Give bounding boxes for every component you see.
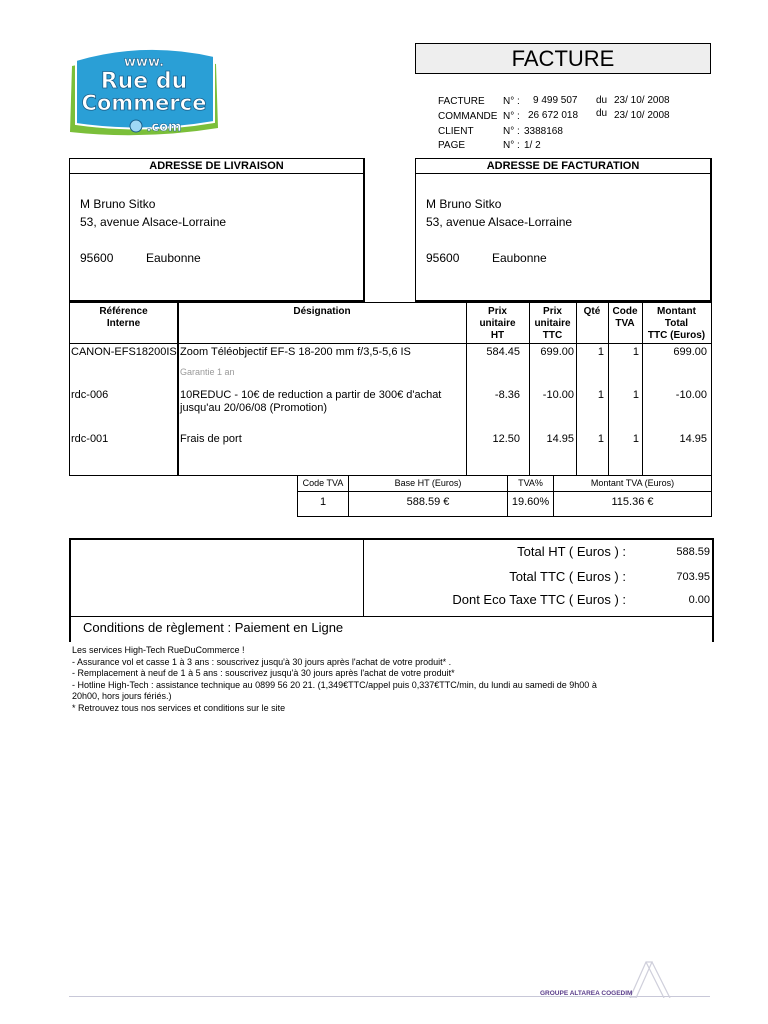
row-code-tva: 1 xyxy=(632,346,639,358)
billing-street: 53, avenue Alsace-Lorraine xyxy=(426,215,573,229)
note-line: - Hotline High-Tech : assistance technique au 0899 56 20 21. (1,349€TTC/appel puis 0,337€TTC/min, du lundi au samedi de 9h00 à xyxy=(72,679,597,690)
row-code-tva: 1 xyxy=(632,433,639,445)
billing-zip: 95600 xyxy=(426,251,460,265)
total-ht-value: 588.59 xyxy=(676,546,710,558)
payment-conditions: Conditions de règlement : Paiement en Ligne xyxy=(83,620,344,635)
row-price-ht: 584.45 xyxy=(486,346,520,358)
tva-header-code: Code TVA xyxy=(302,478,344,488)
row-ref: rdc-006 xyxy=(71,389,109,401)
meta-page-number: 1/ 2 xyxy=(524,140,541,151)
delivery-zip: 95600 xyxy=(80,251,114,265)
logo-text-www: www. xyxy=(123,55,165,70)
header-reference: Référence Interne xyxy=(99,306,148,329)
invoice-title: FACTURE xyxy=(415,43,711,74)
billing-address-header: ADRESSE DE FACTURATION xyxy=(416,159,710,174)
delivery-city: Eaubonne xyxy=(146,251,201,265)
row-ref: rdc-001 xyxy=(71,433,109,445)
delivery-address-box xyxy=(69,158,365,302)
tva-table xyxy=(297,475,712,517)
billing-address-box xyxy=(415,158,712,302)
header-price-ht: Prix unitaire HT xyxy=(479,306,516,341)
total-ttc-label: Total TTC ( Euros ) : xyxy=(509,569,626,584)
tva-base: 588.59 € xyxy=(406,496,450,508)
row-price-ht: -8.36 xyxy=(494,389,520,401)
row-montant: -10.00 xyxy=(675,389,707,401)
row-qty: 1 xyxy=(597,346,604,358)
row-designation: Zoom Téléobjectif EF-S 18-200 mm f/3,5-5,6 IS xyxy=(180,346,411,358)
services-notes xyxy=(72,645,712,714)
row-code-tva: 1 xyxy=(632,389,639,401)
tva-header-montant: Montant TVA (Euros) xyxy=(590,478,675,488)
meta-invoice-date: 23/ 10/ 2008 xyxy=(614,95,670,106)
row-price-ttc: 14.95 xyxy=(546,433,574,445)
meta-no-prefix: N° : xyxy=(503,126,520,137)
tva-header-base: Base HT (Euros) xyxy=(394,478,462,488)
group-name: GROUPE ALTAREA COGEDIM xyxy=(540,990,633,997)
note-line: - Remplacement à neuf de 1 à 5 ans : souscrivez jusqu'à 30 jours après l'achat de votre produit* xyxy=(72,668,455,678)
items-table xyxy=(69,302,712,476)
row-price-ht: 12.50 xyxy=(492,433,520,445)
header-qty: Qté xyxy=(583,306,601,317)
meta-label-page: PAGE xyxy=(438,140,466,151)
note-line: * Retrouvez tous nos services et conditions sur le site xyxy=(72,702,286,713)
meta-order-number: 26 672 018 xyxy=(528,110,579,121)
totals-box xyxy=(69,538,714,642)
delivery-name: M Bruno Sitko xyxy=(80,197,156,211)
row-designation: 10REDUC - 10€ de reduction a partir de 300€ d'achat xyxy=(180,389,442,401)
header-designation: Désignation xyxy=(293,306,351,317)
delivery-address-header: ADRESSE DE LIVRAISON xyxy=(70,159,363,174)
meta-no-prefix: N° : xyxy=(503,111,520,122)
delivery-street: 53, avenue Alsace-Lorraine xyxy=(80,215,227,229)
row-ref: CANON-EFS18200IS xyxy=(71,346,177,358)
meta-invoice-number: 9 499 507 xyxy=(533,95,578,106)
header-price-ttc: Prix unitaire TTC xyxy=(534,306,571,341)
note-line: Les services High-Tech RueDuCommerce ! xyxy=(72,645,245,655)
billing-city: Eaubonne xyxy=(492,251,547,265)
meta-label-commande: COMMANDE xyxy=(438,111,498,122)
row-qty: 1 xyxy=(597,389,604,401)
meta-client-number: 3388168 xyxy=(524,126,563,137)
ruducommerce-logo xyxy=(68,42,220,142)
tva-code: 1 xyxy=(319,496,327,508)
meta-order-date: 23/ 10/ 2008 xyxy=(614,110,670,121)
tva-rate: 19.60% xyxy=(511,496,550,508)
note-line: - Assurance vol et casse 1 à 3 ans : souscrivez jusqu'à 30 jours après l'achat de votre produit* . xyxy=(72,656,452,667)
tva-header-rate: TVA% xyxy=(518,478,543,488)
meta-du: du xyxy=(596,108,608,119)
billing-name: M Bruno Sitko xyxy=(426,197,502,211)
row-note: Garantie 1 an xyxy=(180,367,235,377)
eco-tax-label: Dont Eco Taxe TTC ( Euros ) : xyxy=(452,592,626,607)
row-montant: 699.00 xyxy=(673,346,707,358)
logo-text-ruedu: Rue du xyxy=(100,69,188,94)
meta-label-facture: FACTURE xyxy=(438,96,485,107)
eco-tax-value: 0.00 xyxy=(688,594,710,606)
row-price-ttc: -10.00 xyxy=(542,389,574,401)
total-ttc-value: 703.95 xyxy=(676,571,710,583)
row-montant: 14.95 xyxy=(679,433,707,445)
row-price-ttc: 699.00 xyxy=(540,346,574,358)
meta-du: du xyxy=(596,95,608,106)
meta-no-prefix: N° : xyxy=(503,140,520,151)
meta-label-client: CLIENT xyxy=(438,126,474,137)
row-qty: 1 xyxy=(597,433,604,445)
row-designation: Frais de port xyxy=(180,433,242,445)
header-montant: Montant Total TTC (Euros) xyxy=(647,306,706,341)
note-line: 20h00, hors jours fériés.) xyxy=(72,691,172,701)
logo-text-commerce: Commerce xyxy=(81,91,207,115)
meta-no-prefix: N° : xyxy=(503,96,520,107)
header-code-tva: Code TVA xyxy=(612,306,638,329)
total-ht-label: Total HT ( Euros ) : xyxy=(517,544,626,559)
row-designation-line2: jusqu'au 20/06/08 (Promotion) xyxy=(180,402,328,414)
logo-text-com: .com xyxy=(146,120,182,135)
tva-montant: 115.36 € xyxy=(611,496,654,508)
